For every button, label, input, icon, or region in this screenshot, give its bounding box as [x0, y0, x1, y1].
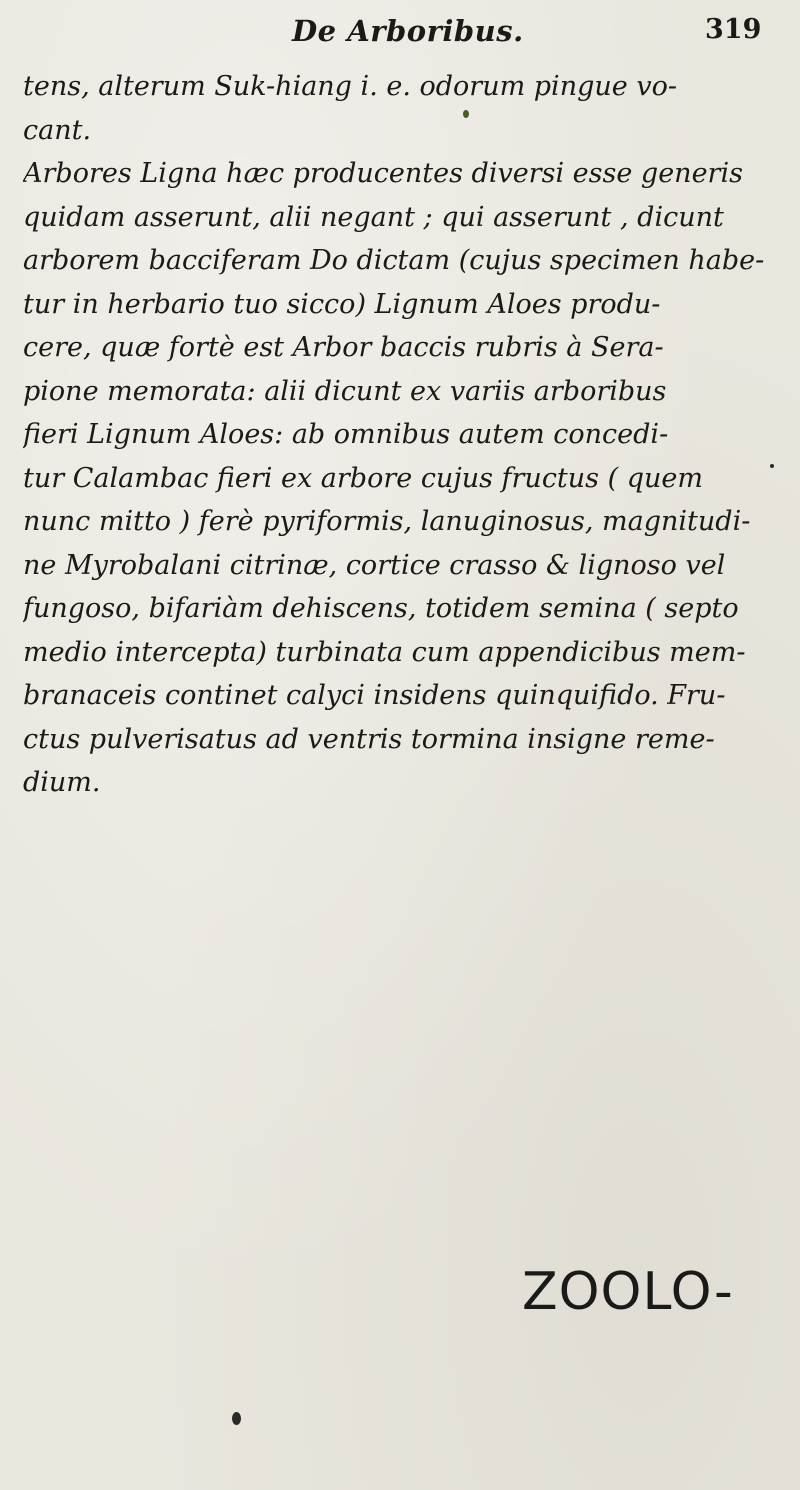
text-line: ne Myrobalani citrinæ, cortice crasso & lignoso vel: [23, 549, 726, 581]
text-line: tur in herbario tuo sicco) Lignum Aloes produ-: [23, 288, 661, 320]
text-line: quidam asserunt, alii negant ; qui asserunt , dicunt: [23, 201, 724, 233]
text-line: pione memorata: alii dicunt ex variis arboribus: [23, 375, 667, 407]
text-line: fieri Lignum Aloes: ab omnibus autem concedi-: [23, 419, 669, 450]
body-text: [23, 65, 783, 805]
text-line: cant.: [23, 114, 92, 146]
page-number: 319: [705, 14, 762, 45]
text-line: branaceis continet calyci insidens quinquifido. Fru-: [23, 680, 726, 711]
text-line: fungoso, bifariàm dehiscens, totidem semina ( septo: [23, 593, 739, 624]
text-line: tens, alterum Suk-hiang i. e. odorum pingue vo-: [23, 71, 677, 102]
text-line: ctus pulverisatus ad ventris tormina insigne reme-: [23, 723, 715, 755]
text-line: medio intercepta) turbinata cum appendicibus mem-: [23, 636, 746, 668]
text-line: Arbores Ligna hæc producentes diversi esse generis: [23, 158, 743, 189]
catchword: ZOOLO-: [522, 1262, 734, 1322]
text-line: nunc mitto ) ferè pyriformis, lanuginosus, magnitudi-: [23, 506, 751, 537]
ink-speck: [770, 464, 774, 468]
running-title: De Arboribus.: [292, 14, 524, 48]
page-header: [0, 14, 800, 54]
ink-speck: [463, 110, 469, 118]
text-line: dium.: [23, 767, 101, 798]
text-line: cere, quæ fortè est Arbor baccis rubris à Sera-: [23, 332, 664, 363]
text-line: tur Calambac fieri ex arbore cujus fructus ( quem: [23, 462, 703, 494]
ink-speck: [232, 1412, 241, 1425]
text-line: arborem bacciferam Do dictam (cujus specimen habe-: [23, 245, 765, 276]
